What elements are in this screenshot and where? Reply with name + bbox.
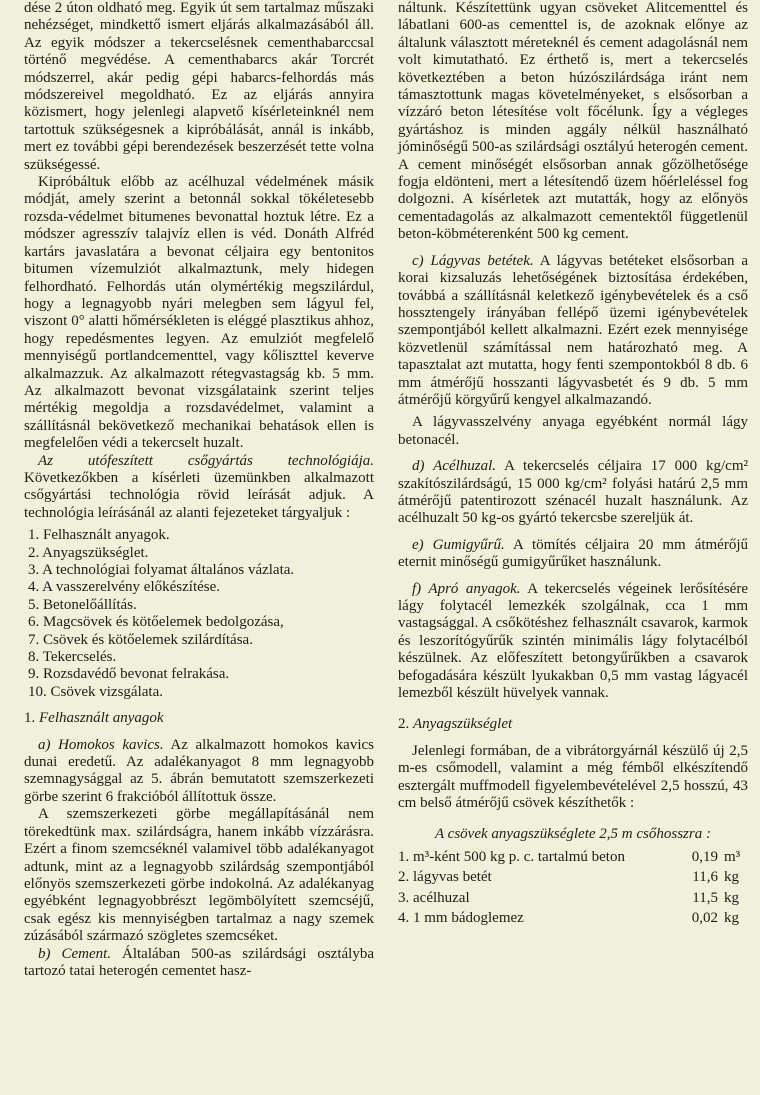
subsection-lead: e) Gumigyűrű. bbox=[412, 536, 505, 553]
table-row bbox=[398, 910, 748, 930]
row-value: 11,5 bbox=[692, 889, 718, 906]
row-label: 4. 1 mm bádoglemez bbox=[398, 910, 524, 927]
paragraph: A lágyvasszelvény anyaga egyébként normál lágy betonacél. bbox=[398, 414, 748, 448]
list-item: 4. A vasszerelvény előkészítése. bbox=[28, 579, 221, 596]
subsection-lead: a) Homokos kavics. bbox=[38, 736, 164, 753]
chapter-list bbox=[24, 527, 374, 701]
row-value: 0,02 bbox=[691, 910, 718, 927]
paragraph: Jelenlegi formában, de a vibrátorgyárnál készülő új 2,5 m-es csőmodell, valamint a még fémből elkészítendő esztergált muffmodell figyelembevételével 2,5 hosszú, 43 cm belső átmérőjű csövek készíthetők : bbox=[398, 742, 748, 812]
paragraph: Az utófeszített csőgyártás technológiája. Következőkben a kísérleti üzemünkben alkalmazott csőgyártási technológia rövid leírását adjuk. A technológia leírásánál az alanti fejezeteket tárgyaljuk : bbox=[24, 452, 374, 521]
subsection-lead: f) Apró anyagok. bbox=[412, 580, 521, 597]
row-unit: kg bbox=[724, 869, 739, 886]
list-item: 7. Csövek és kötőelemek szilárdítása. bbox=[28, 631, 253, 648]
list-item: 1. Felhasznált anyagok. bbox=[28, 527, 170, 544]
row-label: 3. acélhuzal bbox=[398, 889, 470, 906]
subsection-lead: c) Lágyvas betétek. bbox=[412, 252, 534, 269]
paragraph: e) Gumigyűrű. A tömítés céljaira 20 mm átmérőjű eternit minőségű gumigyűrűket használunk. bbox=[398, 536, 749, 571]
section-lead: Az utófeszített csőgyártás technológiája. bbox=[38, 452, 374, 469]
row-value: 11,6 bbox=[692, 869, 718, 886]
list-item: 5. Betonelőállítás. bbox=[28, 596, 137, 613]
paragraph: b) Cement. Általában 500-as szilárdsági osztályba tartozó tatai heterogén cementet hasz- bbox=[24, 945, 374, 979]
paragraph: f) Apró anyagok. A tekercselés végeinek lerősítésére lágy folytacél lemezkék szolgálnak, cca 1 mm vastagsággal. A csőkötéshez felhasznált csavarok, karmok és leszorítógyűrűk szintén minimális lágy folytacélból készülnek. Az előfeszített betongyűrűkben a csavarok befogadására készült lyukakban 0,5 mm vastag lágyacél lemezből készült hüvelyek vannak. bbox=[398, 580, 748, 702]
table-row bbox=[398, 890, 748, 910]
row-label: 1. m³-ként 500 kg p. c. tartalmú beton bbox=[398, 848, 625, 865]
requirements-title: A csövek anyagszükséglete 2,5 m csőhosszra : bbox=[435, 826, 711, 843]
paragraph: náltunk. Készítettünk ugyan csöveket Alitcementtel és lábatlani 600-as cementtel is, de azoknak előnye az általunk választott méreteknél és cement adagolásnál nem volt kimutatható. Ez érthető is, mert a tekercselés következtében a beton húzószilárdsága iránt nem támasztottunk magas követelményeket, s elsősorban a vízzáró beton létesítése volt főcélunk. Így a végleges gyártáshoz is minden aggály nélkül használható jóminőségű 500-as szilárdsági osztályú heterogén cement. A cement minőségét elsősorban annak gőzölhetősége fogja eldönteni, mert a létesítendő üzem hőérleléssel fog dolgozni. A kísérletek azt mutatták, hogy az előnyös cementadagolás az alkalmazott cementektől függetlenül beton-köbméterenként 500 kg cement. bbox=[398, 0, 748, 243]
list-item: 8. Tekercselés. bbox=[28, 649, 117, 666]
paragraph: c) Lágyvas betétek. A lágyvas betéteket elsősorban a korai kizsaluzás lehetőségének biztosítása érdekében, továbbá a szállításnál keletkező igénybevételek és a cső hossztengely irányában fellépő üzemi igénybevételek szempontjából kellett alkalmazni. Ezért ezek mennyisége közvetlenül számítással nem határozható meg. A tapasztalat azt mutatta, hogy fenti szempontokból 8 db. 6 mm átmérőjű hosszanti lágyvasbetét és 9 db. 5 mm átmérőjű körgyűrű kengyel alkalmazandó. bbox=[398, 252, 748, 408]
section-heading: 2. Anyagszükséglet bbox=[398, 716, 513, 733]
row-unit: kg bbox=[724, 889, 739, 906]
list-item: 9. Rozsdavédő bevonat felrakása. bbox=[28, 666, 230, 683]
paragraph: A szemszerkezeti görbe megállapításánál nem törekedtünk max. szilárdságra, hanem inkább vízzárásra. Ezért a finom szemcséknél valamivel több adalékanyagot adtunk, mint az a legnagyobb szilárdság szempontjából előnyös szemszerkezeti görbe indokolná. Az adalékanyag egyébként legnagyobbrészt legömbölyített szemcséjű, csak egész kis mennyiségben tartalmaz a nagy szemek zúzásából származó szögletes szemcséket. bbox=[24, 806, 374, 945]
list-item: 6. Magcsövek és kötőelemek bedolgozása, bbox=[28, 614, 284, 631]
list-item: 3. A technológiai folyamat általános vázlata. bbox=[28, 562, 295, 578]
section-heading: 1. Felhasznált anyagok bbox=[24, 710, 164, 727]
row-value: 0,19 bbox=[691, 848, 718, 865]
paragraph: d) Acélhuzal. A tekercselés céljaira 17 000 kg/cm² szakítószilárdságú, 15 000 kg/cm² folyási határú 2,5 mm átmérőjű patentirozott szénacél huzalt használunk. Az acélhuzalt 50 kg-os gyártó tekercsbe szereljük át. bbox=[398, 458, 749, 527]
row-label: 2. lágyvas betét bbox=[398, 869, 492, 886]
list-item: 2. Anyagszükséglet. bbox=[28, 544, 149, 561]
paragraph: a) Homokos kavics. Az alkalmazott homokos kavics dunai eredetű. Az adalékanyagot 8 mm legnagyobb szemnagysággal az 5. ábrán bemutatott szemszerkezeti görbe szerint 6 frakcióból állítottuk össze. bbox=[24, 736, 374, 805]
left-column bbox=[24, 0, 374, 1095]
row-unit: m³ bbox=[724, 848, 741, 865]
requirements-table bbox=[398, 849, 748, 931]
paragraph: dése 2 úton oldható meg. Egyik út sem tartalmaz műszaki nehézséget, mindkettő ismert eljárás alkalmazásából áll. Az egyik módszer a tekercselésnek cementhabarccsal történő megvédése. A cementhabarcs akár Torcrét módszerrel, akár pedig gépi habarcs-felhordás más módszereivel megoldható. Ez az eljárás annyira közismert, hogy jelenlegi alapvető kísérleteinknél nem tartottuk szükségesnek a kipróbálását, annál is inkább, mert ez további gépi berendezések beszerzését tette volna szükségessé. bbox=[24, 0, 374, 173]
paragraph: Kipróbáltuk előbb az acélhuzal védelmének másik módját, amely szerint a betonnál sokkal tökéletesebb rozsda-védelmet bitumenes bevonattal hoztuk létre. Ez a módszer agresszív talajvíz ellen is véd. Donáth Alfréd kartárs javaslatára a bevonat céljaira egy bentonitos bitumen vízemulziót alkalmaztunk, mely hidegen felhordható. Felhordás után olymértékig megszilárdul, hogy a legnagyobb nyári melegben sem lágyul fel, viszont 0° alatti hőmérsékleten is eléggé plasztikus ahhoz, hogy repedésmentes legyen. Az emulziót megfelelő mennyiségű portlandcementtel, vagy kőliszttel keverve alkalmazzuk. Az alkalmazott rétegvastagság kb. 5 mm. Az alkalmazott bevonat vizsgálataink szerint teljes mértékig megoldja a rozsdavédelmet, valamint a szállításnál bekövetkező mechanikai behatások ellen is megfelelően védi a tekercselt huzalt. bbox=[24, 174, 374, 452]
row-unit: kg bbox=[724, 910, 739, 927]
subsection-lead: d) Acélhuzal. bbox=[412, 458, 497, 475]
table-row bbox=[398, 849, 748, 869]
subsection-lead: b) Cement. bbox=[38, 945, 112, 962]
table-row bbox=[398, 869, 748, 889]
right-column bbox=[398, 0, 748, 1095]
list-item: 10. Csövek vizsgálata. bbox=[28, 683, 163, 700]
